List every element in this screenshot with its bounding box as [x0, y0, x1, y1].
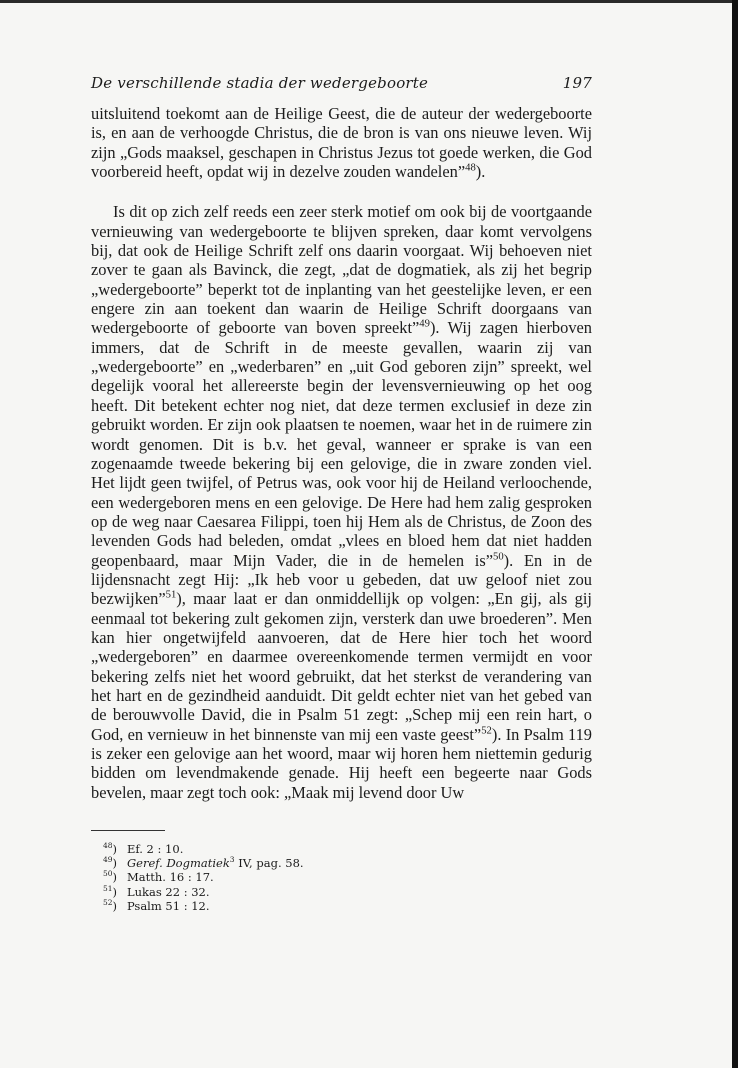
page-right-edge	[732, 0, 738, 1068]
paragraph-1	[91, 104, 592, 181]
footnote-48: $^{48}$) Ef. 2 : 10.	[103, 841, 184, 856]
page-top-edge	[0, 0, 738, 3]
footnote-51: $^{51}$) Lukas 22 : 32.	[103, 883, 210, 899]
footnote-number: 49	[103, 855, 113, 865]
footnote-text: IV, pag. 58.	[234, 856, 304, 871]
footnote-52: $^{52}$) Psalm 51 : 12.	[103, 897, 210, 913]
footnote-edition: 3	[229, 855, 235, 865]
footnote-ref: 51	[165, 589, 177, 601]
footnote-50: $^{50}$) Matth. 16 : 17.	[103, 869, 214, 885]
text-segment: Is dit op zich zelf reeds een zeer sterk motief om ook bij de voortgaande vernieuwing van wedergeboorte te blijven spreken, daar komt vervolgens bij, dat ook de Heilige Schrift zelf ons daarin voorgaat. Wij behoeven niet zover te gaan als Bavinck, die zegt, „dat de dogmatiek, als zij het begrip „wedergeboorte” beperkt tot de inplanting van het geestelijke leven, er een engere zin aan toekent dan waarin de Heilige Schrift doorgaans van wedergeboorte of geboorte van boven spreekt”	[91, 202, 592, 338]
footnote-number: 50	[103, 869, 113, 879]
footnote-separator	[91, 830, 165, 831]
footnote-number: 48	[103, 841, 113, 851]
paragraph-2	[91, 202, 592, 802]
footnote-text: Lukas 22 : 32.	[127, 884, 210, 899]
text-segment: ). In Psalm 119 is zeker een gelovige aan het woord, maar wij horen hem niettemin gedurig bidden om levendmakende genade. Hij heeft een begeerte naar Gods bevelen, maar zegt toch ook: „Maak mij levend door Uw	[91, 724, 592, 802]
footnote-49: $^{49}$) Geref. Dogmatiek$^3$ IV, pag. 58.	[103, 855, 304, 871]
footnote-ref: 49	[419, 318, 430, 330]
footnote-text: Ef. 2 : 10.	[127, 842, 184, 856]
text-segment: ), maar laat er dan onmiddellijk op volgen: „En gij, als gij eenmaal tot bekering zult gekomen zijn, versterk dan uwe broederen”. Men kan hier ongetwijfeld aanvoeren, dat de Here hier toch het woord „wedergeboren” en daarmee overeenkomende termen vermijdt en voor bekering zelfs niet het woord gebruikt, dat het sterkst de verandering van het hart en de gezindheid aanduidt. Dit geldt echter niet van het gebed van de berouwvolle David, die in Psalm 51 zegt: „Schep mij een rein hart, o God, en vernieuw in het binnenste van mij een vaste geest”	[91, 589, 592, 744]
body-text	[91, 104, 592, 802]
footnote-number: 52	[103, 897, 113, 907]
footnote-number: 51	[103, 883, 113, 893]
footnote-ref: 50	[493, 551, 504, 563]
running-header	[91, 74, 592, 92]
paragraph-1-text: uitsluitend toekomt aan de Heilige Geest, die de auteur der wedergeboorte is, en aan de verhoogde Christus, die de bron is van ons nieuwe leven. Wij zijn „Gods maaksel, geschapen in Christus Jezus tot goede werken, die God voorbereid heeft, opdat wij in dezelve zouden wandelen”	[91, 104, 592, 182]
running-title: De verschillende stadia der wedergeboorte	[91, 74, 429, 92]
footnote-book-title: Geref. Dogmatiek	[127, 856, 230, 871]
footnote-ref: 52	[481, 725, 492, 737]
footnotes	[103, 842, 304, 913]
page-number: 197	[562, 74, 592, 92]
footnote-text: Psalm 51 : 12.	[127, 898, 210, 913]
text-segment: ). En in de lijdensnacht zegt Hij: „Ik heb voor u gebeden, dat uw geloof niet zou bezwijken”	[91, 550, 592, 609]
text-segment: ). Wij zagen hierboven immers, dat de Schrift in de meeste gevallen, waarin zij van „wedergeboorte” en „wederbaren” en „uit God geboren zijn” spreekt, wel degelijk vooral het allereerste begin der levensvernieuwing op het oog heeft. Dit betekent echter nog niet, dat deze termen exclusief in deze zin gebruikt worden. Er zijn ook plaatsen te noemen, waar het in de ruimere zin wordt genomen. Dit is b.v. het geval, wanneer er sprake is van een zogenaamde tweede bekering bij een gelovige, die in zware zonden viel. Het lijdt geen twijfel, of Petrus was, ook voor hij de Heiland verloochende, een wedergeboren mens en een gelovige. De Here had hem zalig gesproken op de weg naar Caesarea Filippi, toen hij Hem als de Christus, de Zoon des levenden Gods had beleden, omdat „vlees en bloed hem dat niet hadden geopenbaard, maar Mijn Vader, die in de hemelen is”	[91, 318, 592, 570]
paragraph-1-end: ).	[475, 162, 486, 182]
footnote-ref: 48	[465, 162, 476, 174]
footnote-text: Matth. 16 : 17.	[127, 870, 214, 885]
